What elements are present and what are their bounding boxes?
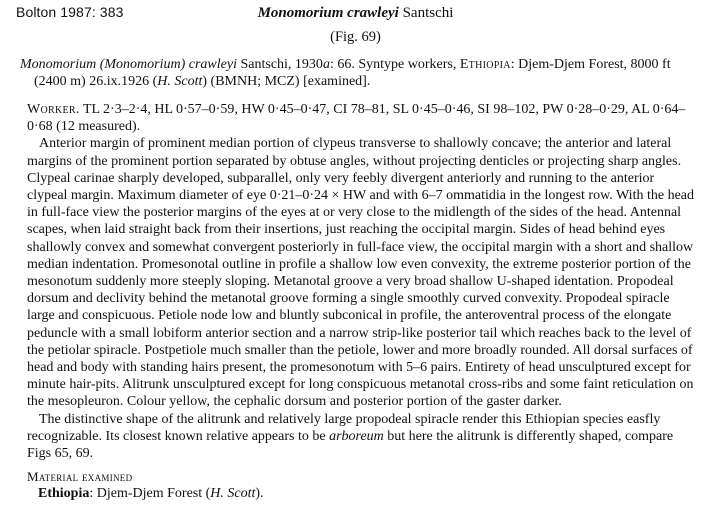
- figure-reference: (Fig. 69): [330, 29, 381, 45]
- type-collector: H. Scott: [157, 74, 203, 90]
- species-name: Monomorium crawleyi: [257, 5, 399, 21]
- worker-description: [27, 101, 697, 462]
- type-country: Ethiopia: [459, 57, 511, 72]
- synonym-name: Monomorium (Monomorium) crawleyi: [20, 57, 237, 72]
- material-country: Ethiopia: [38, 486, 90, 501]
- species-title: [0, 5, 711, 22]
- worker-morphology: Anterior margin of prominent median portion of clypeus transverse to shallowly concave; the anterior and lateral margins of the prominent portion separated by obtuse angles, without projecting denticles or projecting sharp angles. Clypeal carinae sharply developed, subparallel, only very feebly divergent anteriorly and running to the anterior clypeal margin. Maximum diameter of eye 0·21–0·24 × HW and with 6–7 ommatidia in the longest row. With the head in full-face view the posterior margins of the eyes at or very close to the midlength of the sides of the head. Antennal scapes, when laid straight back from their insertions, just reaching the occipital margin. Sides of head behind eyes shallowly convex and somewhat convergent posteriorly in full-face view, the occipital margin with a short and shallow median indentation. Promesonotal outline in profile a shallow low even convexity, the extreme posterior portion of the mesonotum suddenly more steeply sloping. Metanotal groove a very broad shallow U-shaped identation. Propodeal dorsum and declivity behind the metanotal groove forming a single smoothly curved convexity. Propodeal spiracle large and conspicuous. Petiole node low and bluntly subconical in profile, the anteroventral process of the elongate peduncle with a small lobiform anterior section and a narrow strip-like posterior tail which reaches back to the level of the petiolar spiracle. Postpetiole much smaller than the petiole, lower and more broadly rounded. All dorsal surfaces of head and body with standing hairs present, the promesonotum with 5–6 pairs. Entirety of head unsculptured except for minute hair-pits. Alitrunk unsculptured except for long conspicuous metanotal cross-ribs and some faint reticulation on the mesopleuron. Colour yellow, the cephalic dorsum and posterior portion of the gaster darker.: [27, 136, 694, 410]
- worker-remarks: The distinctive shape of the alitrunk and relatively large propodeal spiracle render this Ethiopian species easfly recognizable. Its closest known relative appears to be arboreum but here the alitrunk is differently shaped, compare Figs 65, 69.: [27, 411, 674, 462]
- worker-heading: Worker.: [27, 102, 80, 117]
- source-citation: Bolton 1987: 383: [16, 4, 124, 20]
- worker-measurements: TL 2·3–2·4, HL 0·57–0·59, HW 0·45–0·47, CI 78–81, SL 0·45–0·46, SI 98–102, PW 0·28–0·29, AL 0·64–0·68 (12 measured).: [27, 102, 686, 135]
- material-collector: H. Scott: [210, 486, 256, 501]
- material-locality: Ethiopia: Djem-Djem Forest (H. Scott).: [38, 486, 264, 501]
- species-author: Santschi: [402, 5, 454, 21]
- synonymy-paragraph: Monomorium (Monomorium) crawleyi Santschi, 1930a: 66. Syntype workers, Ethiopia: Djem-Djem Forest, 8000 ft (2400 m) 26.ix.1926 (H. Scott) (BMNH; MCZ) [examined].: [20, 57, 671, 90]
- material-heading: Material examined: [27, 469, 133, 484]
